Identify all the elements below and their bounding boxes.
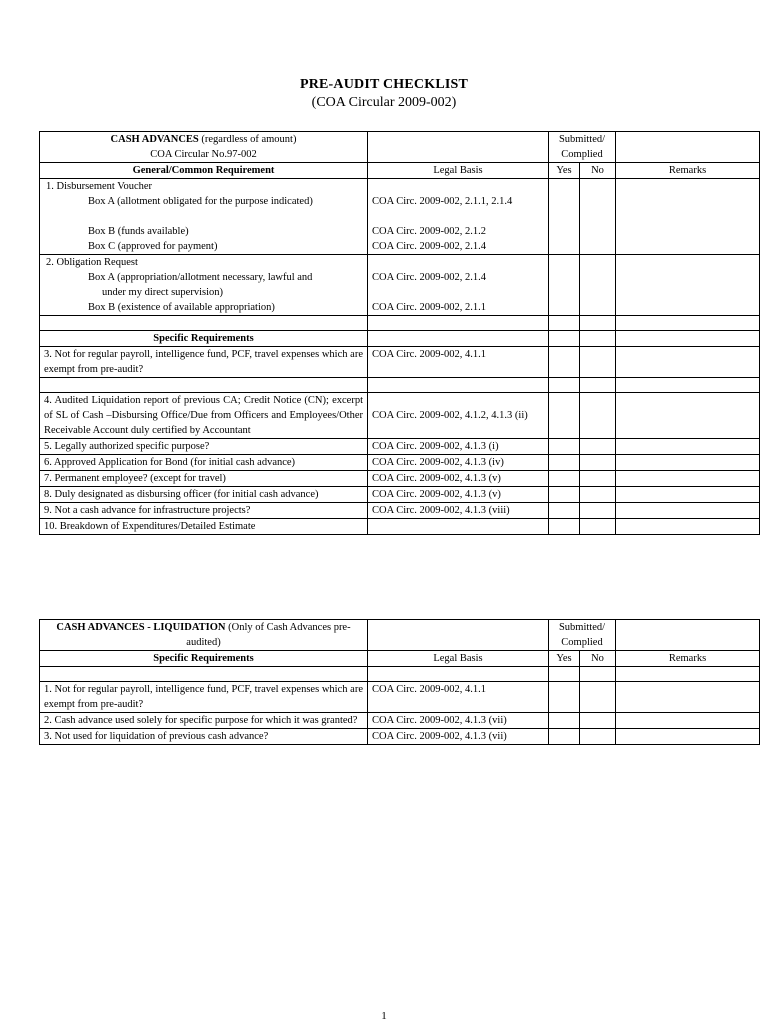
remarks-cell[interactable] — [616, 255, 760, 316]
yes-cell[interactable] — [549, 455, 580, 471]
yes-cell[interactable] — [549, 255, 580, 316]
col-legal-basis: Legal Basis — [368, 163, 549, 179]
disbursement-voucher-cell — [40, 179, 368, 255]
specific-requirements-heading: Specific Requirements — [40, 331, 368, 347]
remarks-cell[interactable] — [616, 439, 760, 455]
requirement-text: 2. Cash advance used solely for specific purpose for which it was granted? — [40, 713, 368, 729]
empty-cell — [616, 620, 760, 651]
remarks-cell[interactable] — [616, 729, 760, 745]
table-row — [40, 255, 760, 316]
remarks-cell[interactable] — [616, 519, 760, 535]
legal-basis-text — [368, 519, 549, 535]
table-heading-qualifier: (Only of Cash Advances pre-audited) — [186, 622, 351, 648]
col-remarks: Remarks — [616, 651, 760, 667]
yes-cell[interactable] — [549, 713, 580, 729]
table-row — [40, 713, 760, 729]
table-row — [40, 393, 760, 439]
or-box-a-cont: under my direct supervision) — [102, 287, 224, 298]
column-header-row — [40, 163, 760, 179]
legal-basis-text: COA Circ. 2009-002, 4.1.3 (iv) — [368, 455, 549, 471]
dv-title: 1. Disbursement Voucher — [46, 181, 153, 192]
legal-basis-text: COA Circ. 2009-002, 4.1.1 — [368, 347, 549, 378]
no-cell[interactable] — [580, 439, 616, 455]
table-row — [40, 487, 760, 503]
requirement-text: 9. Not a cash advance for infrastructure projects? — [40, 503, 368, 519]
legal-basis-text: COA Circ. 2009-002, 4.1.2, 4.1.3 (ii) — [368, 393, 549, 439]
requirement-text: 3. Not used for liquidation of previous cash advance? — [40, 729, 368, 745]
table-row — [40, 729, 760, 745]
dv-box-c: Box C (approved for payment) — [88, 241, 218, 252]
remarks-cell[interactable] — [616, 393, 760, 439]
remarks-cell[interactable] — [616, 487, 760, 503]
legal-basis-text: COA Circ. 2009-002, 4.1.3 (v) — [368, 487, 549, 503]
cash-advances-table — [39, 131, 760, 535]
no-cell[interactable] — [580, 713, 616, 729]
yes-cell[interactable] — [549, 519, 580, 535]
table-heading-title: CASH ADVANCES — [110, 134, 199, 145]
yes-cell[interactable] — [549, 439, 580, 455]
or-legal-a: COA Circ. 2009-002, 2.1.4 — [372, 272, 487, 283]
table-row — [40, 471, 760, 487]
yes-cell[interactable] — [549, 729, 580, 745]
submitted-complied-header: Submitted/ Complied — [549, 132, 616, 163]
page-subtitle: (COA Circular 2009-002) — [311, 95, 457, 110]
no-cell[interactable] — [580, 487, 616, 503]
or-legal-b: COA Circ. 2009-002, 2.1.1 — [372, 302, 487, 313]
requirement-text: 1. Not for regular payroll, intelligence fund, PCF, travel expenses which are exempt from pre-audit? — [40, 682, 368, 713]
blank-row — [40, 667, 760, 682]
remarks-cell[interactable] — [616, 179, 760, 255]
table-row — [40, 503, 760, 519]
or-title: 2. Obligation Request — [46, 257, 138, 268]
requirement-text: 7. Permanent employee? (except for travel) — [40, 471, 368, 487]
table-row — [40, 179, 760, 255]
table-heading-circular: COA Circular No.97-002 — [150, 149, 257, 160]
empty-cell — [368, 132, 549, 163]
no-cell[interactable] — [580, 682, 616, 713]
table-header-row — [40, 132, 760, 163]
dv-box-a: Box A (allotment obligated for the purpose indicated) — [88, 196, 313, 207]
page-number: 1 — [381, 1010, 387, 1022]
legal-basis-text: COA Circ. 2009-002, 4.1.3 (viii) — [368, 503, 549, 519]
dv-legal-cell — [368, 179, 549, 255]
requirement-text: 3. Not for regular payroll, intelligence fund, PCF, travel expenses which are exempt from pre-audit? — [40, 347, 368, 378]
col-specific-requirements: Specific Requirements — [40, 651, 368, 667]
col-remarks: Remarks — [616, 163, 760, 179]
yes-cell[interactable] — [549, 179, 580, 255]
table-heading — [40, 620, 368, 651]
column-header-row — [40, 651, 760, 667]
no-cell[interactable] — [580, 393, 616, 439]
empty-cell — [368, 620, 549, 651]
yes-cell[interactable] — [549, 682, 580, 713]
remarks-cell[interactable] — [616, 503, 760, 519]
col-yes: Yes — [549, 651, 580, 667]
no-cell[interactable] — [580, 519, 616, 535]
col-general-requirement: General/Common Requirement — [40, 163, 368, 179]
remarks-cell[interactable] — [616, 347, 760, 378]
remarks-cell[interactable] — [616, 682, 760, 713]
or-box-b: Box B (existence of available appropriation) — [88, 302, 275, 313]
no-cell[interactable] — [580, 347, 616, 378]
yes-cell[interactable] — [549, 471, 580, 487]
no-cell[interactable] — [580, 255, 616, 316]
legal-basis-text: COA Circ. 2009-002, 4.1.3 (vii) — [368, 713, 549, 729]
dv-legal-a: COA Circ. 2009-002, 2.1.1, 2.1.4 — [372, 196, 513, 207]
table-row — [40, 682, 760, 713]
or-legal-cell — [368, 255, 549, 316]
dv-legal-b: COA Circ. 2009-002, 2.1.2 — [372, 226, 487, 237]
legal-basis-text: COA Circ. 2009-002, 4.1.1 — [368, 682, 549, 713]
table-heading-title: CASH ADVANCES - LIQUIDATION — [56, 622, 226, 633]
yes-cell[interactable] — [549, 393, 580, 439]
or-box-a: Box A (appropriation/allotment necessary, lawful and — [88, 272, 313, 283]
legal-basis-text: COA Circ. 2009-002, 4.1.3 (v) — [368, 471, 549, 487]
col-no: No — [580, 651, 616, 667]
col-yes: Yes — [549, 163, 580, 179]
requirement-text: 10. Breakdown of Expenditures/Detailed Estimate — [40, 519, 368, 535]
obligation-request-cell — [40, 255, 368, 316]
requirement-text: 8. Duly designated as disbursing officer (for initial cash advance) — [40, 487, 368, 503]
table-heading — [40, 132, 368, 163]
requirement-text: 5. Legally authorized specific purpose? — [40, 439, 368, 455]
section-row — [40, 331, 760, 347]
submitted-complied-header: Submitted/ Complied — [549, 620, 616, 651]
blank-row — [40, 316, 760, 331]
dv-box-b: Box B (funds available) — [88, 226, 189, 237]
table-header-row — [40, 620, 760, 651]
table-row — [40, 347, 760, 378]
dv-legal-c: COA Circ. 2009-002, 2.1.4 — [372, 241, 487, 252]
legal-basis-text: COA Circ. 2009-002, 4.1.3 (i) — [368, 439, 549, 455]
yes-cell[interactable] — [549, 347, 580, 378]
col-legal-basis: Legal Basis — [368, 651, 549, 667]
no-cell[interactable] — [580, 503, 616, 519]
no-cell[interactable] — [580, 471, 616, 487]
remarks-cell[interactable] — [616, 455, 760, 471]
table-row — [40, 519, 760, 535]
empty-cell — [616, 132, 760, 163]
yes-cell[interactable] — [549, 503, 580, 519]
remarks-cell[interactable] — [616, 471, 760, 487]
remarks-cell[interactable] — [616, 713, 760, 729]
no-cell[interactable] — [580, 729, 616, 745]
table-heading-qualifier: (regardless of amount) — [198, 134, 297, 145]
page-title: PRE-AUDIT CHECKLIST — [299, 77, 469, 92]
requirement-text: 6. Approved Application for Bond (for initial cash advance) — [40, 455, 368, 471]
liquidation-table — [39, 619, 760, 745]
table-row — [40, 439, 760, 455]
blank-row — [40, 378, 760, 393]
col-no: No — [580, 163, 616, 179]
table-row — [40, 455, 760, 471]
no-cell[interactable] — [580, 179, 616, 255]
requirement-text: 4. Audited Liquidation report of previous CA; Credit Notice (CN); excerpt of SL of Cash –Disbursing Office/Due from Officers and Employees/Other Receivable Account duly certified by Accountant — [40, 393, 368, 439]
no-cell[interactable] — [580, 455, 616, 471]
yes-cell[interactable] — [549, 487, 580, 503]
legal-basis-text: COA Circ. 2009-002, 4.1.3 (vii) — [368, 729, 549, 745]
